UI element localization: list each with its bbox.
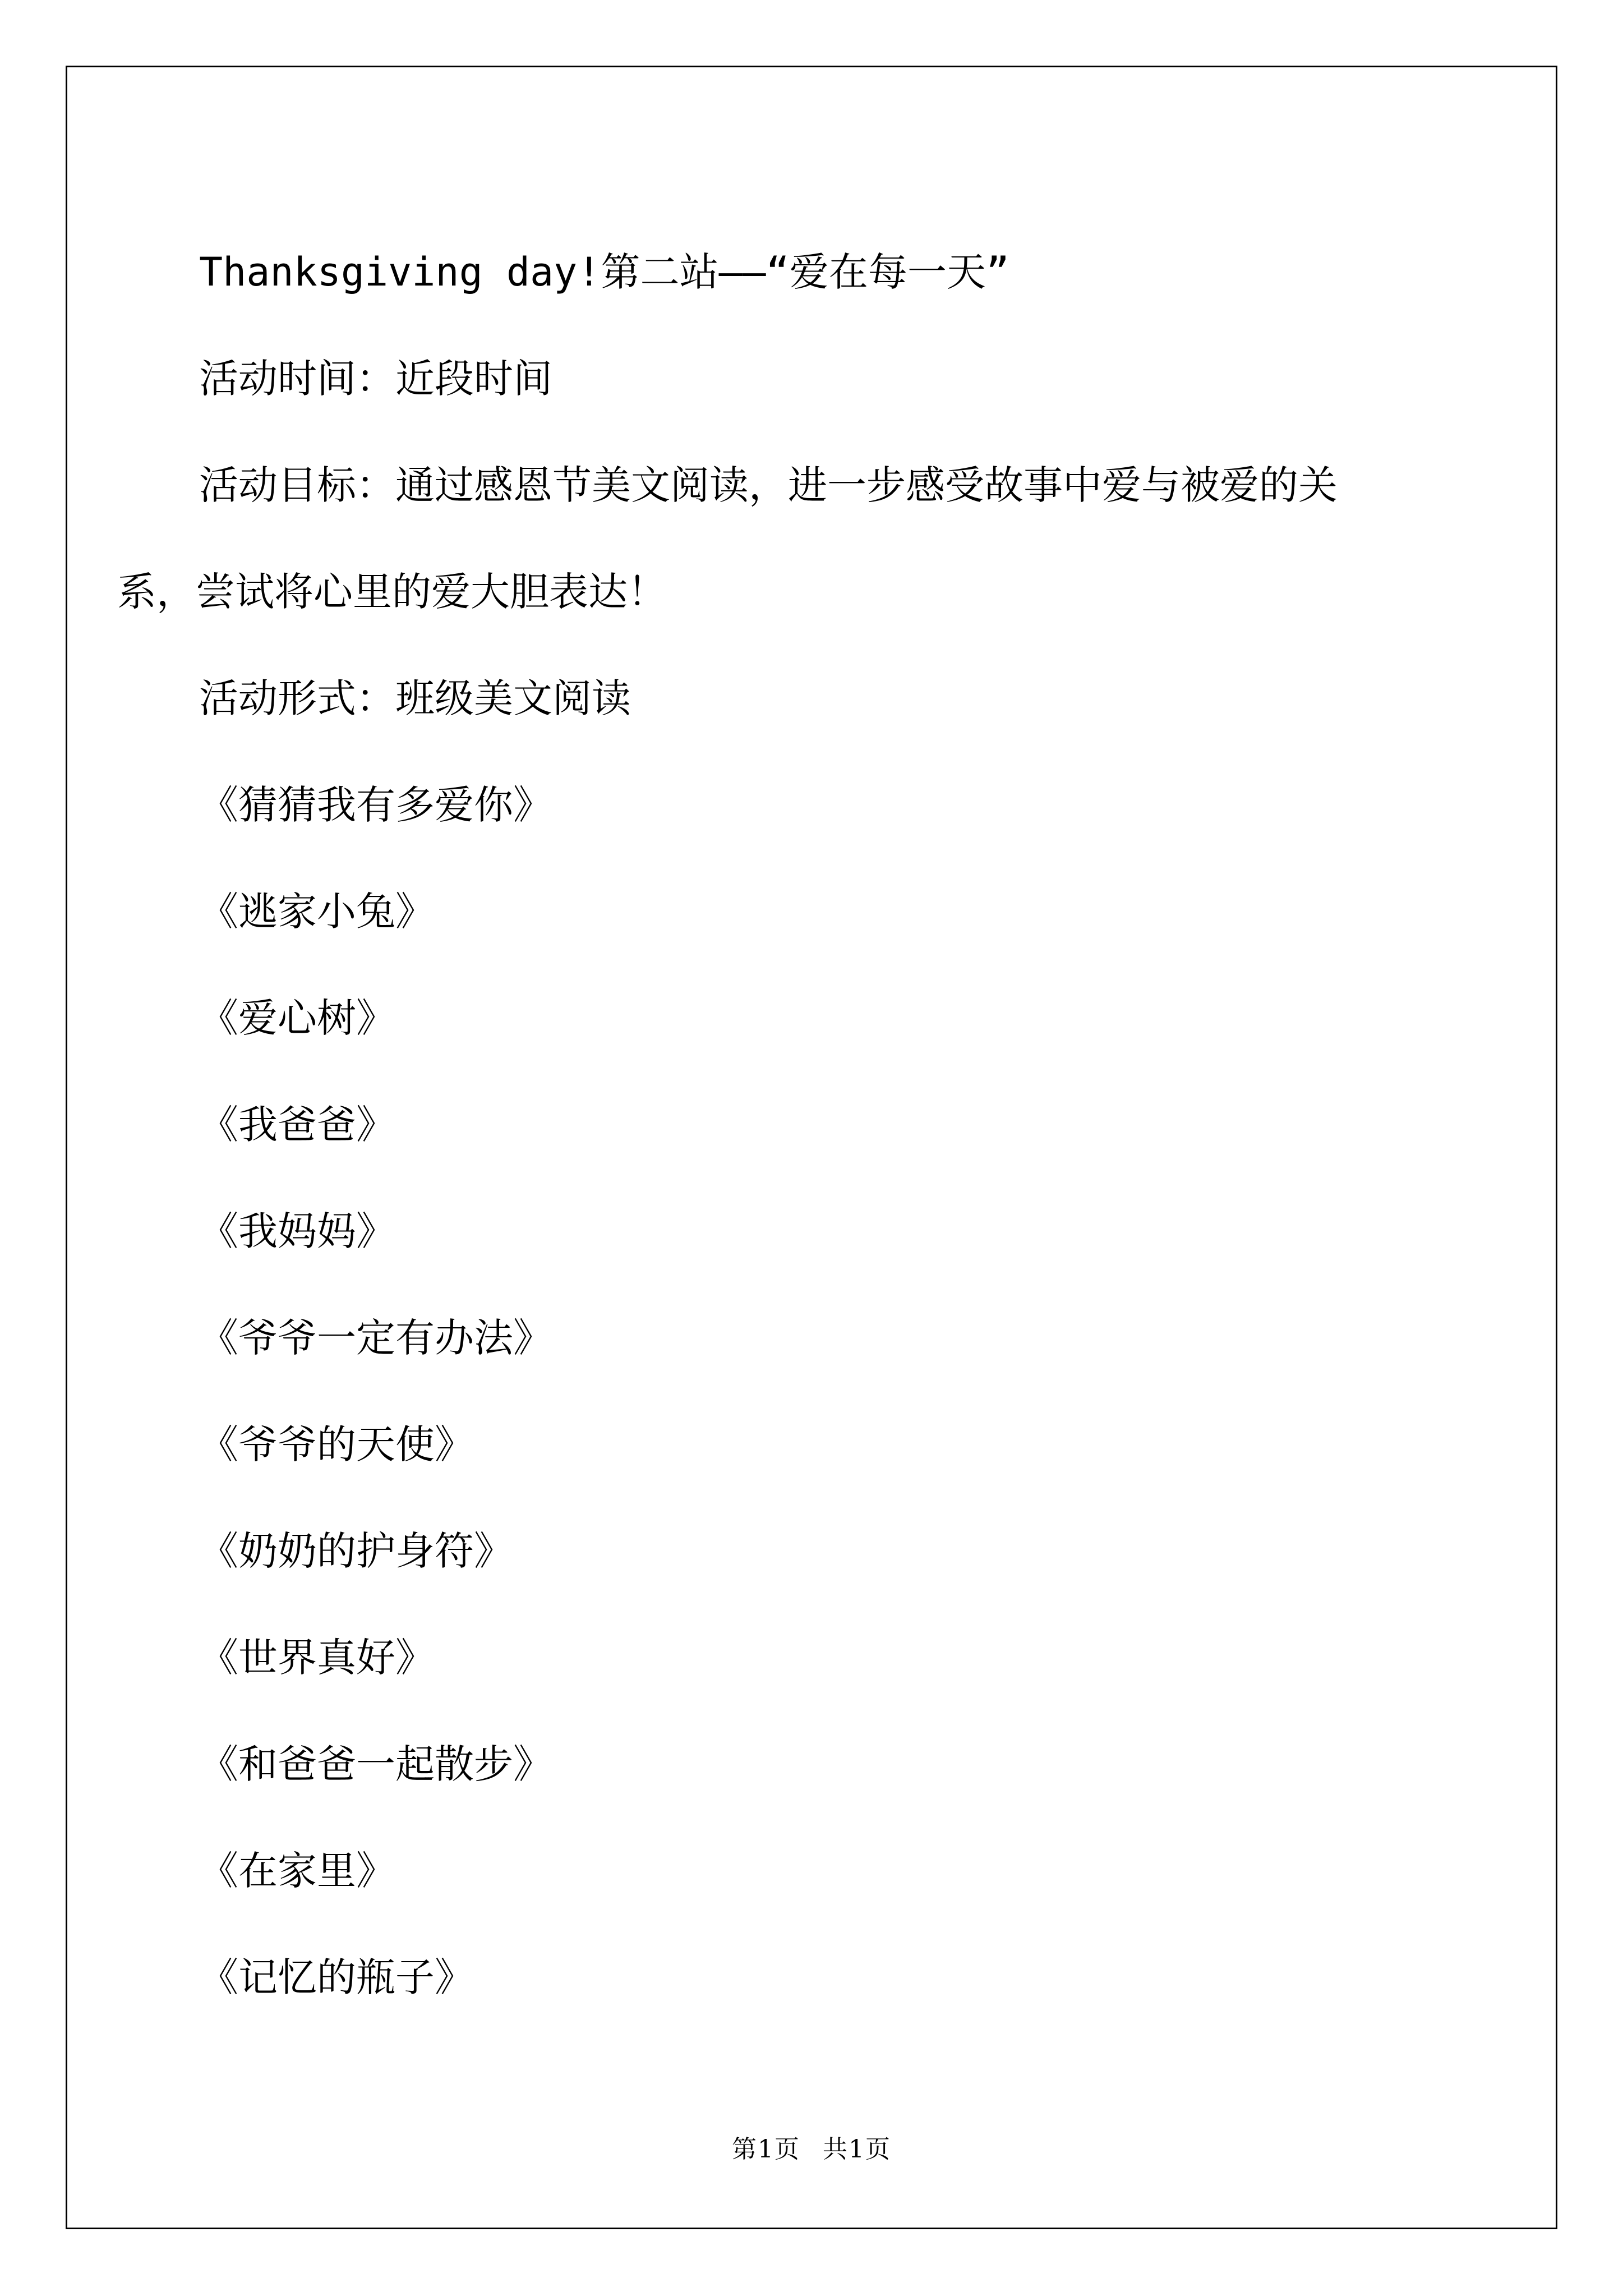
page-number-current: 第1页: [732, 2135, 800, 2164]
book-item: 《记忆的瓶子》: [199, 1954, 474, 2000]
page-number-total: 共1页: [823, 2135, 891, 2164]
book-item: 《爷爷的天使》: [199, 1421, 474, 1467]
book-item: 《和爸爸一起散步》: [199, 1741, 552, 1787]
book-item: 《逃家小兔》: [199, 889, 435, 935]
book-item: 《世界真好》: [199, 1635, 435, 1681]
book-item: 《奶奶的护身符》: [199, 1528, 513, 1574]
book-item: 《在家里》: [199, 1848, 395, 1894]
page-footer: [0, 2129, 1623, 2165]
book-item: 《我爸爸》: [199, 1102, 395, 1148]
book-item: 《爷爷一定有办法》: [199, 1315, 552, 1361]
document-body: [117, 219, 1433, 2031]
activity-form: 活动形式：班级美文阅读: [199, 675, 631, 721]
activity-goal: 活动目标：通过感恩节美文阅读，进一步感受故事中爱与被爱的关系，尝试将心里的爱大胆表达！: [117, 462, 1338, 615]
activity-time: 活动时间：近段时间: [199, 356, 552, 402]
book-item: 《我妈妈》: [199, 1208, 395, 1254]
document-title: Thanksgiving day!第二站——“爱在每一天”: [199, 249, 1010, 295]
book-item: 《爱心树》: [199, 995, 395, 1041]
book-item: 《猜猜我有多爱你》: [199, 782, 552, 828]
